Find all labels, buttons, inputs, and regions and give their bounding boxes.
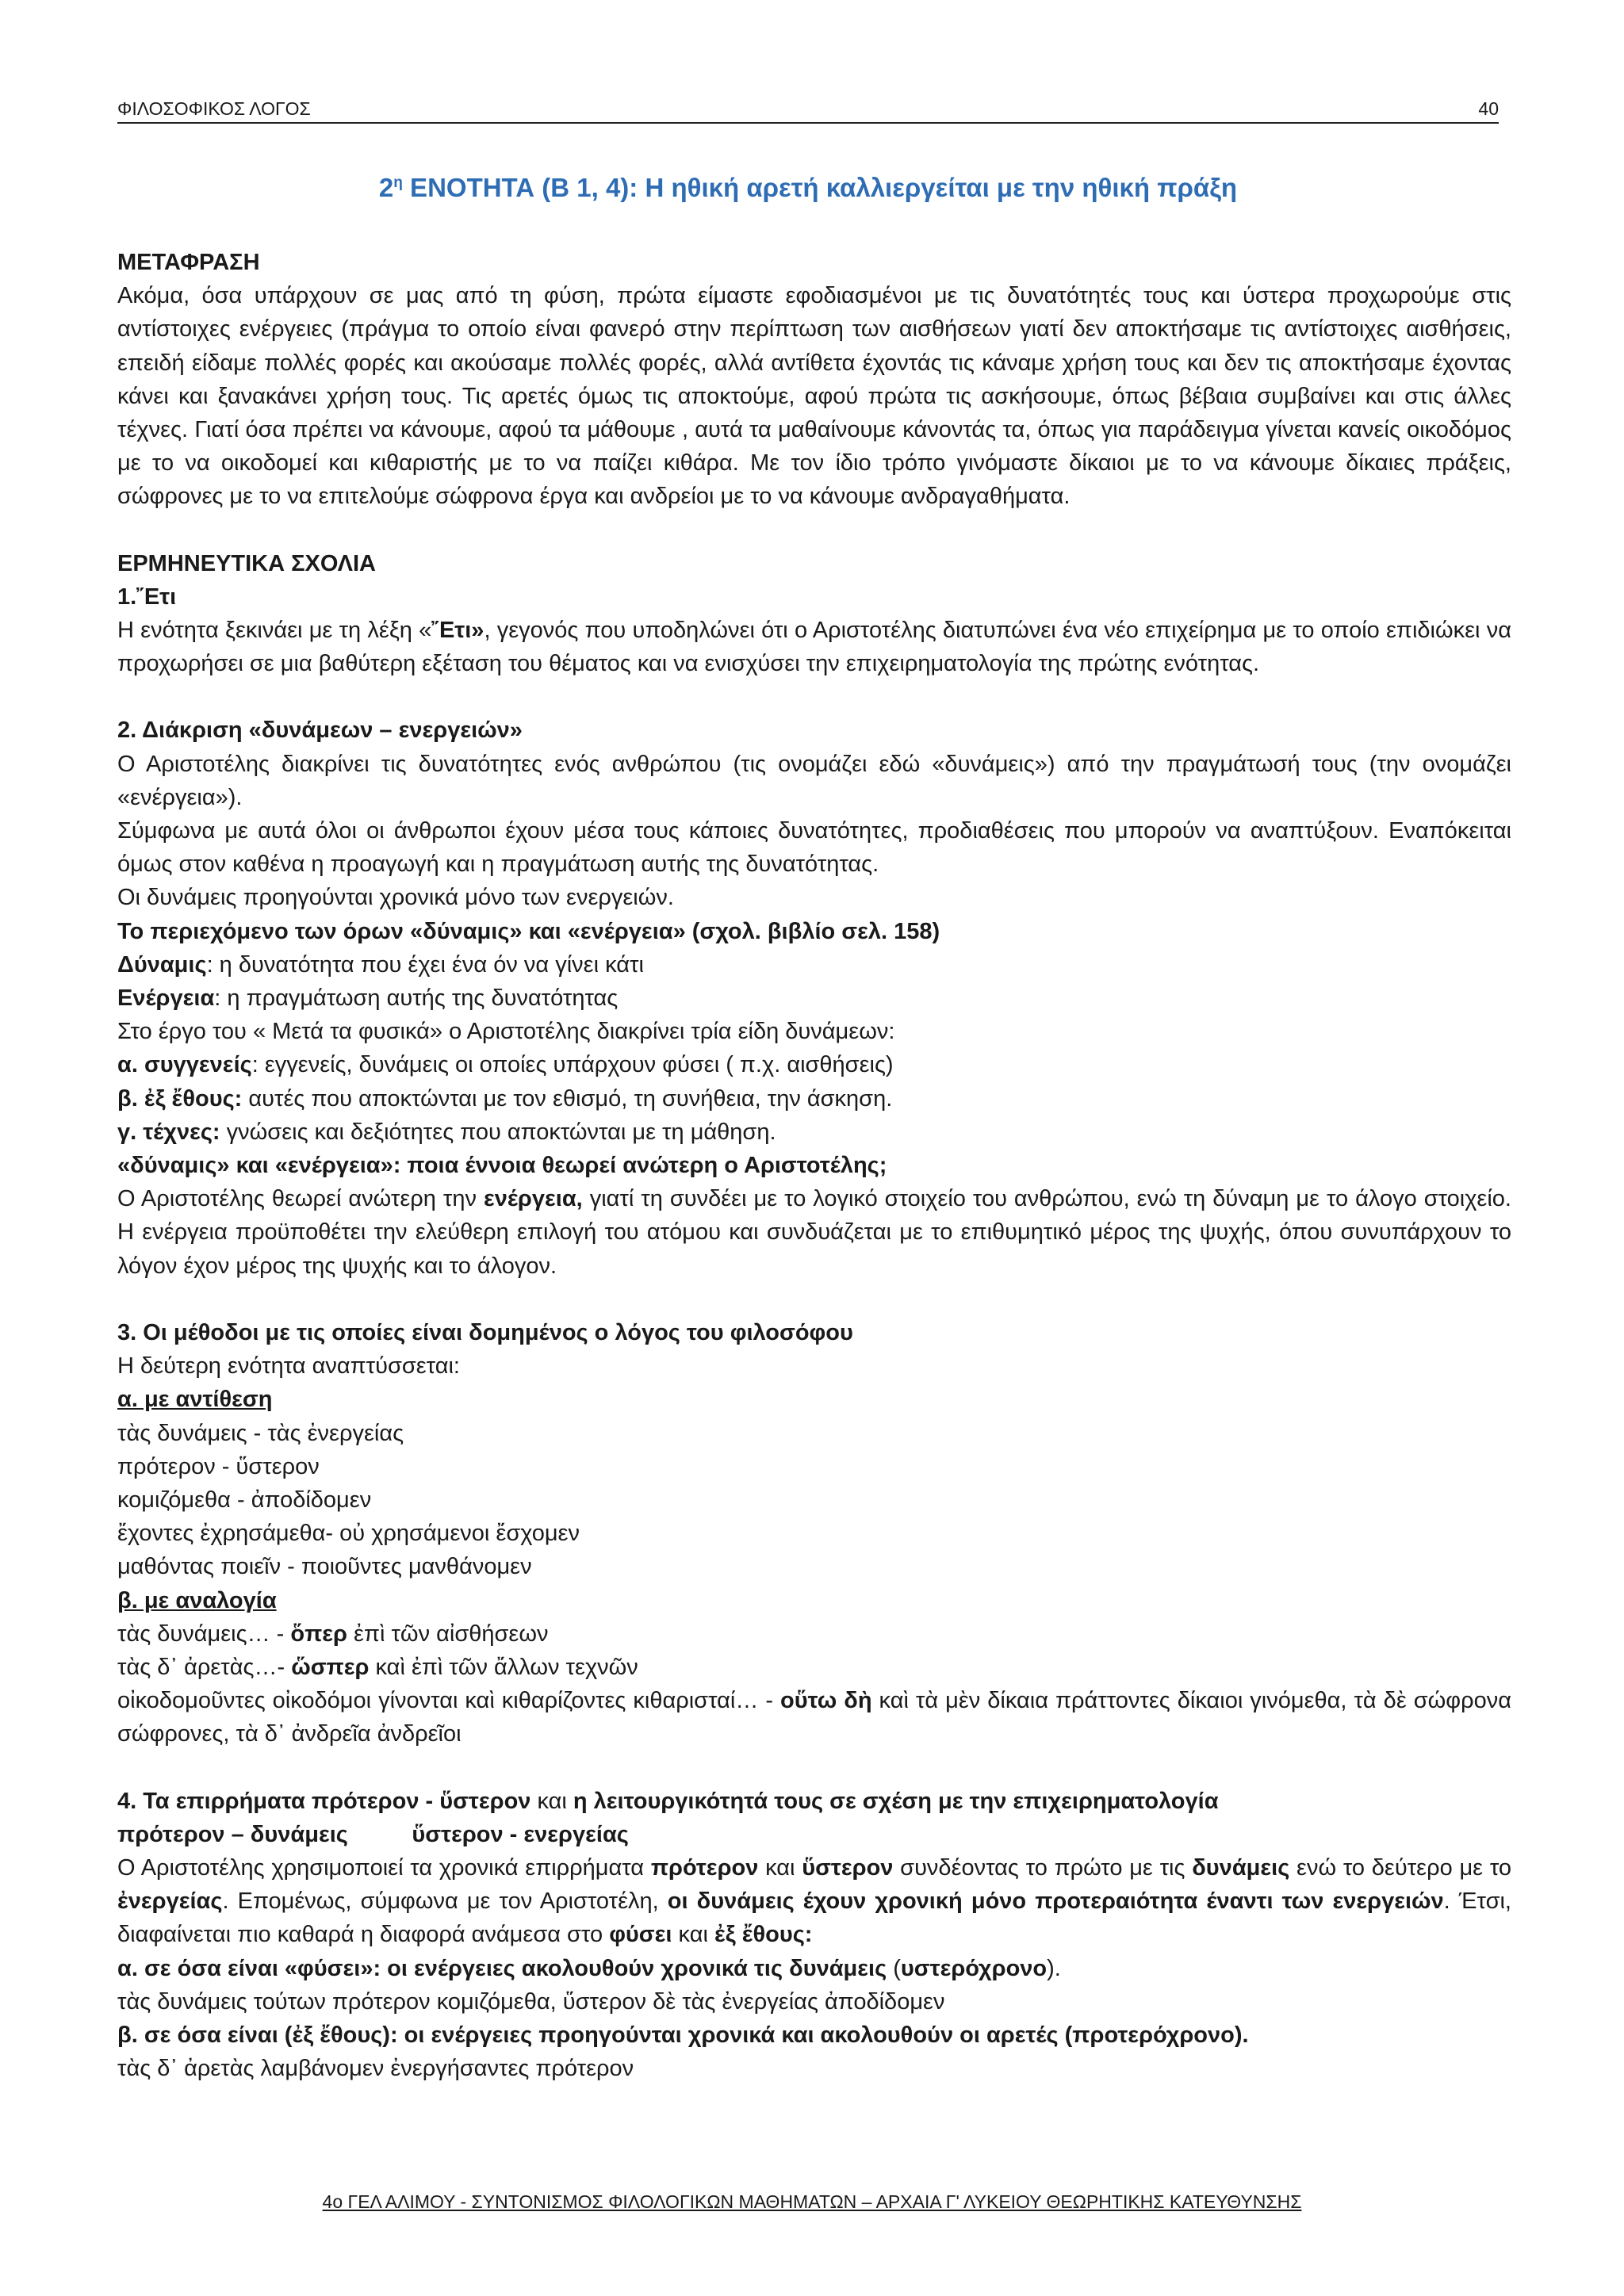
section-2-p4: Το περιεχόμενο των όρων «δύναμις» και «ενέργεια» (σχολ. βιβλίο σελ. 158): [117, 918, 940, 944]
section-1-title: 1.῎Ετι: [117, 584, 177, 610]
type-c: γ. τέχνες: γνώσεις και δεξιότητες που αποκτώνται με τη μάθηση.: [117, 1119, 776, 1145]
analogy-line: τὰς δ᾽ ἀρετὰς…- ὥσπερ καὶ ἐπὶ τῶν ἄλλων τεχνῶν: [117, 1654, 638, 1680]
translation-heading: ΜΕΤΑΦΡΑΣΗ: [117, 250, 260, 275]
antithesis-line: πρότερον - ὕστερον: [117, 1453, 320, 1479]
page-header: [117, 97, 1499, 124]
definition-energeia: Ενέργεια: η πραγμάτωση αυτής της δυνατότητας: [117, 985, 619, 1012]
antithesis-title: α. με αντίθεση: [117, 1387, 273, 1413]
section-2-question: «δύναμις» και «ενέργεια»: ποια έννοια θεωρεί ανώτερη ο Αριστοτέλης;: [117, 1153, 887, 1179]
section-title: [117, 173, 1499, 203]
section-4-a-line: τὰς δυνάμεις τούτων πρότερον κομιζόμεθα, ὕστερον δὲ τὰς ἐνεργείας ἀποδίδομεν: [117, 1988, 945, 2015]
section-4-b-line: τὰς δ᾽ ἀρετὰς λαμβάνομεν ἐνεργήσαντες πρότερον: [117, 2056, 634, 2082]
section-4-a: α. σε όσα είναι «φύσει»: οι ενέργειες ακολουθούν χρονικά τις δυνάμεις (υστερόχρονο).: [117, 1955, 1061, 1981]
antithesis-line: ἔχοντες ἐχρησάμεθα- οὐ χρησάμενοι ἔσχομεν: [117, 1521, 580, 1547]
section-2-answer: Ο Αριστοτέλης θεωρεί ανώτερη την ενέργεια, γιατί τη συνδέει με το λογικό στοιχείο του ανθρώπου, ενώ τη δύναμη με το άλογο στοιχείο. Η ενέργεια προϋποθέτει την ελεύθερη επιλογή του ατόμου και συνδυάζεται με το επιθυμητικό μέρος της ψυχής, όπου συνυπάρχουν το λόγον έχον μέρος της ψυχής και το άλογον.: [117, 1186, 1511, 1279]
antithesis-line: κομιζόμεθα - ἀποδίδομεν: [117, 1487, 372, 1513]
title-text: ΕΝΟΤΗΤΑ (Β 1, 4): Η ηθική αρετή καλλιεργείται με την ηθική πράξη: [402, 173, 1238, 202]
header-title: ΦΙΛΟΣΟΦΙΚΟΣ ΛΟΓΟΣ: [117, 98, 311, 119]
section-2-p3: Οι δυνάμεις προηγούνται χρονικά μόνο των ενεργειών.: [117, 885, 674, 911]
analogy-line: τὰς δυνάμεις… - ὅπερ ἐπὶ τῶν αἰσθήσεων: [117, 1621, 549, 1647]
section-4-title: 4. Τα επιρρήματα πρότερον - ὕστερον και η λειτουργικότητά τους σε σχέση με την επιχειρηματολογία: [117, 1788, 1219, 1814]
section-3-intro: Η δεύτερη ενότητα αναπτύσσεται:: [117, 1353, 460, 1380]
definition-dynamis: Δύναμις: η δυνατότητα που έχει ένα όν να γίνει κάτι: [117, 951, 644, 978]
type-a: α. συγγενείς: εγγενείς, δυνάμεις οι οποίες υπάρχουν φύσει ( π.χ. αισθήσεις): [117, 1052, 894, 1078]
page-number: 40: [1478, 98, 1499, 119]
title-number: 2: [378, 173, 394, 202]
analogy-line: οἰκοδομοῦντες οἰκοδόμοι γίνονται καὶ κιθαρίζοντες κιθαρισταί… - οὕτω δὴ καὶ τὰ μὲν δίκαια πράττοντες δίκαιοι γινόμεθα, τὰ δὲ σώφρονα σώφρονες, τὰ δ᾽ ἀνδρεῖα ἀνδρεῖοι: [117, 1688, 1511, 1747]
title-superscript: η: [393, 174, 403, 191]
section-1-text: Η ενότητα ξεκινάει με τη λέξη «῎Ετι», γεγονός που υποδηλώνει ότι ο Αριστοτέλης διατυπώνει ένα νέο επιχείρημα με το οποίο επιδιώκει να προχωρήσει σε μια βαθύτερη εξέταση του θέματος και να ενισχύσει την επιχειρηματολογία της πρώτης ενότητας.: [117, 618, 1511, 677]
section-2-p2: Σύμφωνα με αυτά όλοι οι άνθρωποι έχουν μέσα τους κάποιες δυνατότητες, προδιαθέσεις που μπορούν να αναπτύξουν. Εναπόκειται όμως στον καθένα η προαγωγή και η πραγμάτωση αυτής της δυνατότητας.: [117, 818, 1511, 878]
page-footer: 4ο ΓΕΛ ΑΛΙΜΟΥ - ΣΥΝΤΟΝΙΣΜΟΣ ΦΙΛΟΛΟΓΙΚΩΝ ΜΑΘΗΜΑΤΩΝ – ΑΡΧΑΙΑ Γ' ΛΥΚΕΙΟΥ ΘΕΩΡΗΤΙΚΗΣ ΚΑΤΕΥΘΥΝΣΗΣ: [322, 2191, 1302, 2212]
antithesis-line: μαθόντας ποιεῖν - ποιοῦντες μανθάνομεν: [117, 1554, 532, 1580]
section-2-p5: Στο έργο του « Μετά τα φυσικά» ο Αριστοτέλης διακρίνει τρία είδη δυνάμεων:: [117, 1019, 895, 1045]
section-4-p1: Ο Αριστοτέλης χρησιμοποιεί τα χρονικά επιρρήματα πρότερον και ὕστερον συνδέοντας το πρώτο με τις δυνάμεις ενώ το δεύτερο με το ἐνεργείας. Επομένως, σύμφωνα με τον Αριστοτέλη, οι δυνάμεις έχουν χρονική μόνο προτεραιότητα έναντι των ενεργειών. Έτσι, διαφαίνεται πιο καθαρά η διαφορά ανάμεσα στο φύσει και ἐξ ἔθους:: [117, 1854, 1512, 1948]
antithesis-line: τὰς δυνάμεις - τὰς ἐνεργείας: [117, 1420, 404, 1446]
section-4-subtitle: πρότερον – δυνάμεις ὕστερον - ενεργείας: [117, 1821, 629, 1847]
notes-heading: ΕΡΜΗΝΕΥΤΙΚΑ ΣΧΟΛΙΑ: [117, 550, 376, 576]
section-2-title: 2. Διάκριση «δυνάμεων – ενεργειών»: [117, 718, 523, 744]
type-b: β. ἐξ ἔθους: αυτές που αποκτώνται με τον εθισμό, τη συνήθεια, την άσκηση.: [117, 1085, 893, 1112]
section-4-b: β. σε όσα είναι (ἐξ ἔθους): οι ενέργειες προηγούνται χρονικά και ακολουθούν οι αρετές (προτερόχρονο).: [117, 2022, 1249, 2048]
translation-text: Ακόμα, όσα υπάρχουν σε μας από τη φύση, πρώτα είμαστε εφοδιασμένοι με τις δυνατότητές τους και ύστερα προχωρούμε στις αντίστοιχες ενέργειες (πράγμα το οποίο είναι φανερό στην περίπτωση των αισθήσεων γιατί δεν αποκτήσαμε τις αντίστοιχες αισθήσεις, επειδή είδαμε πολλές φορές και ακούσαμε πολλές φορές, αλλά αντίθετα έχοντάς τις κάναμε χρήση τους και δεν τις αποκτήσαμε έχοντας κάνει και ξανακάνει χρήση τους. Τις αρετές όμως τις αποκτούμε, αφού πρώτα τις ασκήσουμε, όπως βέβαια συμβαίνει και στις άλλες τέχνες. Γιατί όσα πρέπει να κάνουμε, αφού τα μάθουμε , αυτά τα μαθαίνουμε κάνοντάς τα, όπως για παράδειγμα γίνεται κανείς οικοδόμος με το να οικοδομεί και κιθαριστής με το να παίζει κιθάρα. Με τον ίδιο τρόπο γινόμαστε δίκαιοι με το να κάνουμε δίκαιες πράξεις, σώφρονες με το να επιτελούμε σώφρονα έργα και ανδρείοι με το να κάνουμε ανδραγαθήματα.: [117, 283, 1511, 510]
document-body: [117, 246, 1511, 2085]
section-3-title: 3. Οι μέθοδοι με τις οποίες είναι δομημένος ο λόγος του φιλοσόφου: [117, 1319, 853, 1345]
analogy-title: β. με αναλογία: [117, 1587, 277, 1613]
section-2-p1: Ο Αριστοτέλης διακρίνει τις δυνατότητες ενός ανθρώπου (τις ονομάζει εδώ «δυνάμεις») από την πραγμάτωσή τους (την ονομάζει «ενέργεια»).: [117, 751, 1511, 810]
